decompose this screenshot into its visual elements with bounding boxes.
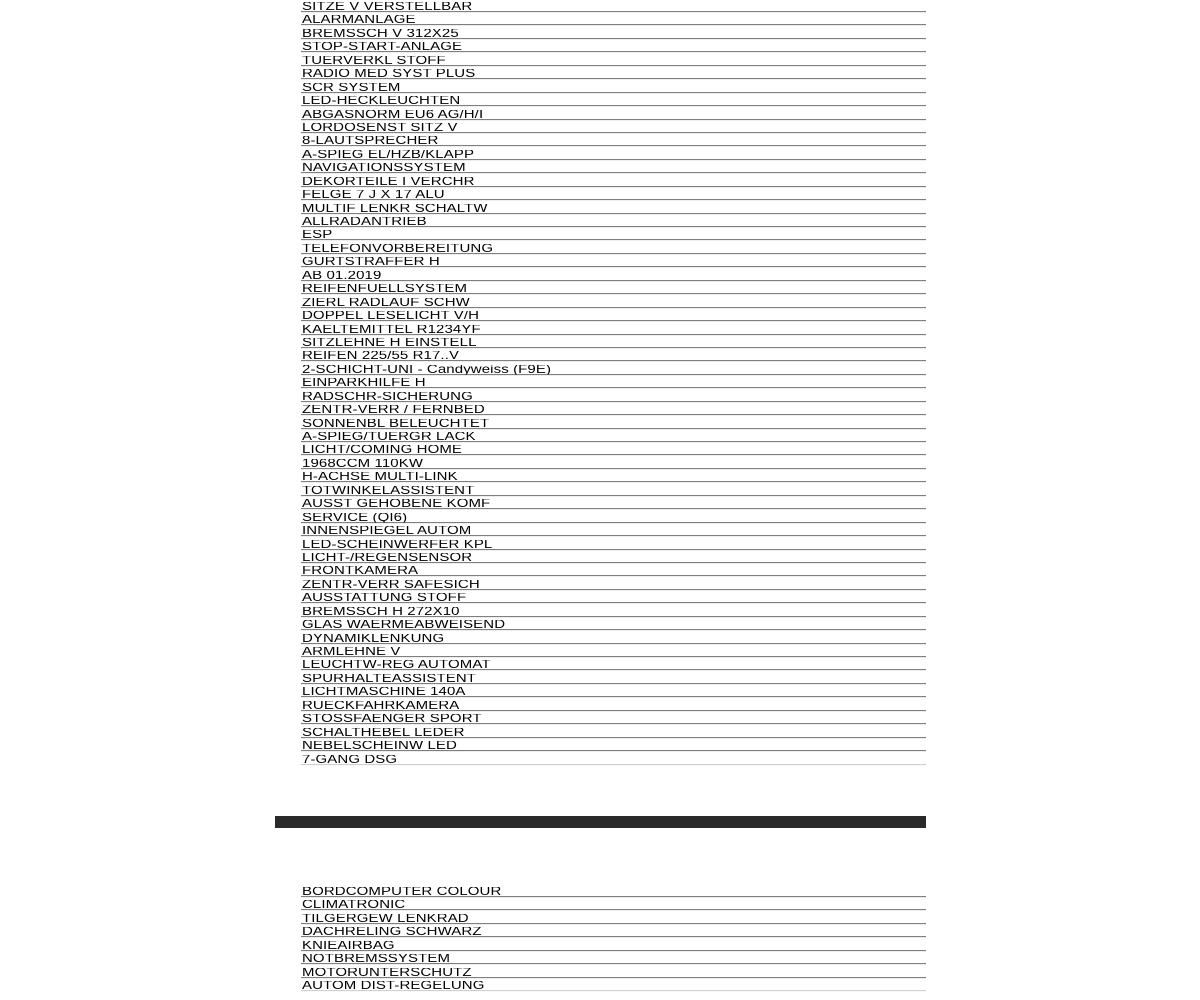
equipment-row [301, 298, 926, 308]
equipment-item-label: LICHT-/REGENSENSOR [302, 552, 473, 564]
equipment-item-label: TOTWINKELASSISTENT [302, 485, 475, 497]
equipment-item-label: NEBELSCHEINW LED [302, 741, 457, 752]
equipment-row [301, 230, 926, 240]
equipment-row [301, 324, 926, 334]
equipment-row [301, 190, 926, 200]
equipment-row [301, 472, 926, 482]
equipment-row [301, 56, 926, 66]
equipment-row [301, 445, 926, 455]
equipment-row [301, 244, 926, 254]
equipment-item-label: SCHALTHEBEL LEDER [302, 727, 465, 739]
equipment-item-label: H-ACHSE MULTI-LINK [302, 472, 458, 483]
equipment-row [301, 687, 926, 697]
equipment-row [301, 392, 926, 402]
equipment-row [301, 553, 926, 563]
equipment-row [301, 981, 926, 991]
equipment-row [301, 217, 926, 227]
equipment-item-label: SERVICE (QI6) [302, 512, 408, 524]
equipment-item-label: BORDCOMPUTER COLOUR [302, 886, 502, 898]
equipment-row [301, 405, 926, 415]
equipment-item-label: LEUCHTW-REG AUTOMAT [302, 660, 491, 671]
equipment-item-label: TUERVERKL STOFF [302, 55, 446, 67]
equipment-row [301, 954, 926, 964]
equipment-row [301, 647, 926, 657]
equipment-row [301, 701, 926, 711]
equipment-row [301, 311, 926, 321]
equipment-row [301, 459, 926, 469]
equipment-row [301, 607, 926, 617]
equipment-row [301, 123, 926, 133]
equipment-list-bottom [301, 884, 926, 992]
equipment-item-label: FELGE 7 J X 17 ALU [302, 190, 445, 201]
equipment-item-label: ABGASNORM EU6 AG/H/I [302, 109, 484, 120]
equipment-row [301, 714, 926, 724]
equipment-item-label: ZENTR-VERR / FERNBED [302, 405, 485, 416]
equipment-item-label: LICHT/COMING HOME [302, 445, 463, 456]
equipment-row [301, 365, 926, 375]
equipment-item-label: 2-SCHICHT-UNI - Candyweiss (F9E) [302, 364, 552, 376]
equipment-item-label: LORDOSENST SITZ V [302, 122, 458, 134]
equipment-item-label: A-SPIEG/TUERGR LACK [302, 431, 476, 443]
equipment-item-label: 1968CCM 110KW [302, 458, 424, 470]
equipment-row [301, 271, 926, 281]
equipment-item-label: DACHRELING SCHWARZ [302, 927, 482, 938]
equipment-row [301, 136, 926, 146]
equipment-row [301, 419, 926, 429]
equipment-item-label: TILGERGEW LENKRAD [302, 913, 469, 925]
equipment-row [301, 204, 926, 214]
equipment-item-label: AUSST GEHOBENE KOMF [302, 499, 491, 510]
equipment-item-label: SONNENBL BELEUCHTET [302, 418, 490, 429]
equipment-row [301, 674, 926, 684]
equipment-item-label: REIFEN 225/55 R17..V [302, 351, 460, 362]
equipment-item-label: DYNAMIKLENKUNG [302, 633, 445, 644]
equipment-row [301, 96, 926, 106]
equipment-item-label: EINPARKHILFE H [302, 378, 426, 389]
equipment-row [301, 887, 926, 897]
equipment-item-label: ALARMANLAGE [302, 15, 416, 26]
equipment-item-label: KNIEAIRBAG [302, 940, 395, 952]
equipment-item-label: STOP-START-ANLAGE [302, 42, 463, 53]
equipment-row [301, 432, 926, 442]
equipment-item-label: DOPPEL LESELICHT V/H [302, 311, 480, 322]
equipment-item-label: BREMSSCH V 312X25 [302, 28, 459, 40]
equipment-item-label: SCR SYSTEM [302, 82, 401, 94]
equipment-row [301, 150, 926, 160]
equipment-row [301, 69, 926, 79]
equipment-row [301, 620, 926, 630]
equipment-row [301, 660, 926, 670]
equipment-row [301, 927, 926, 937]
equipment-row [301, 513, 926, 523]
equipment-list-top [301, 0, 926, 765]
equipment-row [301, 284, 926, 294]
equipment-row [301, 900, 926, 910]
equipment-item-label: SITZLEHNE H EINSTELL [302, 337, 477, 349]
equipment-row [301, 566, 926, 576]
equipment-row [301, 580, 926, 590]
equipment-row [301, 29, 926, 39]
equipment-item-label: RADIO MED SYST PLUS [302, 69, 476, 80]
equipment-item-label: REIFENFUELLSYSTEM [302, 284, 468, 295]
equipment-row [301, 163, 926, 173]
equipment-row [301, 593, 926, 603]
equipment-item-label: CLIMATRONIC [302, 900, 406, 911]
equipment-row [301, 83, 926, 93]
equipment-row [301, 338, 926, 348]
section-divider [275, 816, 926, 828]
equipment-item-label: MOTORUNTERSCHUTZ [302, 967, 472, 979]
equipment-row [301, 941, 926, 951]
equipment-item-label: ARMLEHNE V [302, 646, 401, 658]
equipment-item-label: GLAS WAERMEABWEISEND [302, 620, 506, 631]
equipment-item-label: LED-SCHEINWERFER KPL [302, 539, 493, 550]
equipment-item-label: FRONTKAMERA [302, 566, 419, 577]
equipment-row [301, 351, 926, 361]
equipment-item-label: ZENTR-VERR SAFESICH [302, 579, 480, 591]
equipment-item-label: BREMSSCH H 272X10 [302, 606, 460, 618]
equipment-row [301, 914, 926, 924]
equipment-row [301, 968, 926, 978]
equipment-row [301, 42, 926, 52]
equipment-item-label: INNENSPIEGEL AUTOM [302, 526, 472, 537]
equipment-item-label: ZIERL RADLAUF SCHW [302, 297, 470, 309]
equipment-row [301, 728, 926, 738]
equipment-item-label: AB 01.2019 [302, 270, 382, 282]
equipment-row [301, 754, 926, 764]
equipment-item-label: SPURHALTEASSISTENT [302, 673, 477, 685]
equipment-item-label: NOTBREMSSYSTEM [302, 954, 451, 965]
equipment-item-label: RUECKFAHRKAMERA [302, 700, 460, 712]
equipment-row [301, 634, 926, 644]
equipment-item-label: ESP [302, 230, 333, 241]
equipment-row [301, 499, 926, 509]
equipment-item-label: ALLRADANTRIEB [302, 216, 427, 228]
equipment-item-label: MULTIF LENKR SCHALTW [302, 203, 488, 214]
equipment-row [301, 486, 926, 496]
equipment-row [301, 177, 926, 187]
equipment-item-label: AUSSTATTUNG STOFF [302, 593, 467, 604]
equipment-row [301, 109, 926, 119]
equipment-item-label: LED-HECKLEUCHTEN [302, 96, 461, 107]
equipment-item-label: GURTSTRAFFER H [302, 257, 440, 268]
equipment-item-label: SITZE V VERSTELLBAR [302, 1, 473, 13]
equipment-item-label: 8-LAUTSPRECHER [302, 136, 439, 147]
equipment-row [301, 257, 926, 267]
equipment-row [301, 526, 926, 536]
equipment-item-label: DEKORTEILE I VERCHR [302, 176, 475, 188]
equipment-item-label: TELEFONVORBEREITUNG [302, 243, 494, 255]
equipment-item-label: STOSSFAENGER SPORT [302, 714, 482, 725]
equipment-row [301, 15, 926, 25]
equipment-item-label: RADSCHR-SICHERUNG [302, 391, 473, 403]
equipment-item-label: KAELTEMITTEL R1234YF [302, 324, 481, 335]
equipment-row [301, 378, 926, 388]
equipment-row [301, 2, 926, 12]
equipment-item-label: A-SPIEG EL/HZB/KLAPP [302, 149, 475, 161]
equipment-item-label: NAVIGATIONSSYSTEM [302, 163, 466, 174]
equipment-item-label: LICHTMASCHINE 140A [302, 687, 466, 698]
equipment-item-label: AUTOM DIST-REGELUNG [302, 981, 485, 992]
equipment-row [301, 741, 926, 751]
equipment-row [301, 539, 926, 549]
equipment-item-label: 7-GANG DSG [302, 754, 398, 765]
